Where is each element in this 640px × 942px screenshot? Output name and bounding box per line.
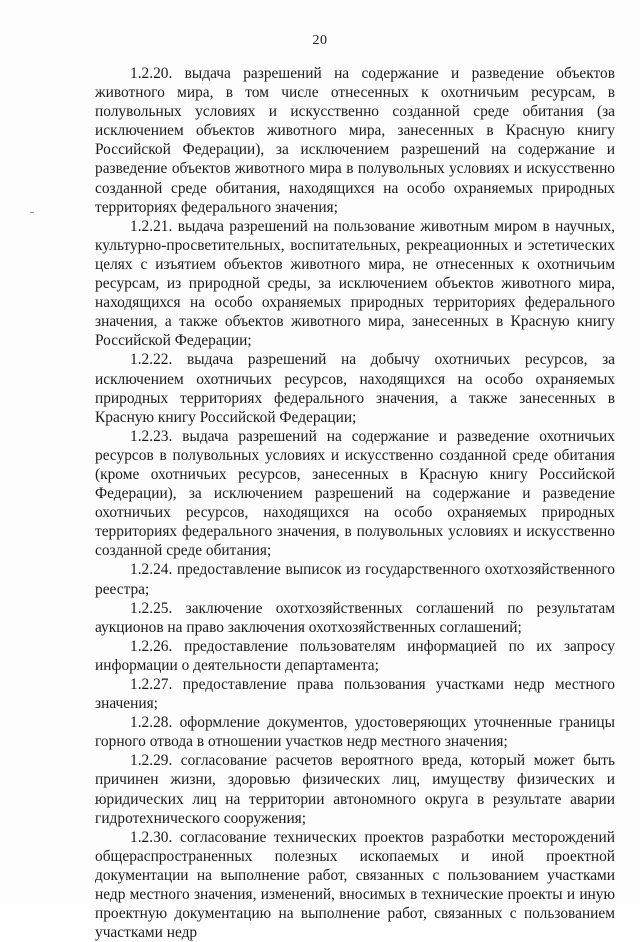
paragraph-1-2-25: 1.2.25. заключение охотхозяйственных соглашений по результатам аукционов на право заключения охотхозяйственных соглашений; — [95, 599, 615, 636]
paragraph-1-2-24: 1.2.24. предоставление выписок из государственного охотхозяйственного реестра; — [95, 561, 615, 598]
paragraph-1-2-30: 1.2.30. согласование технических проектов разработки месторождений общераспространенных полезных ископаемых и иной проектной документации на выполнение работ, связанных с пользованием участками недр местного значения, изменений, вносимых в технические проекты и иную проектную документацию на выполнение работ, связанных с пользованием участками недр — [95, 828, 615, 942]
paragraph-1-2-20: 1.2.20. выдача разрешений на содержание и разведение объектов животного мира, в том числе отнесенных к охотничьим ресурсам, в полувольных условиях и искусственно созданной среде обитания (за исключением объектов животного мира, занесенных в Красную книгу Российской Федерации), за исключением разрешений на содержание и разведение объектов животного мира в полувольных условиях и искусственно созданной среде обитания, находящихся на особо охраняемых природных территориях федерального значения; — [95, 65, 615, 216]
document-body — [95, 64, 615, 942]
paragraph-1-2-28: 1.2.28. оформление документов, удостоверяющих уточненные границы горного отвода в отношении участков недр местного значения; — [95, 714, 615, 751]
paragraph-1-2-29: 1.2.29. согласование расчетов вероятного вреда, который может быть причинен жизни, здоровью физических лиц, имуществу физических и юридических лиц на территории автономного округа в результате аварии гидротехнического сооружения; — [95, 752, 615, 827]
paragraph-1-2-21: 1.2.21. выдача разрешений на пользование животным миром в научных, культурно-просветительных, воспитательных, рекреационных и эстетических целях с изъятием объектов животного мира, не отнесенных к охотничьим ресурсам, из природной среды, за исключением объектов животного мира, находящихся на особо охраняемых природных территориях федерального значения, а также объектов животного мира, занесенных в Красную книгу Российской Федерации; — [95, 217, 615, 350]
page-number: 20 — [312, 33, 328, 48]
paragraph-1-2-26: 1.2.26. предоставление пользователям информацией по их запросу информации о деятельности департамента; — [95, 637, 615, 674]
paragraph-1-2-23: 1.2.23. выдача разрешений на содержание и разведение охотничьих ресурсов в полувольных условиях и искусственно созданной среде обитания (кроме охотничьих ресурсов, занесенных в Красную книгу Российской Федерации), за исключением разрешений на содержание и разведение охотничьих ресурсов, находящихся на особо охраняемых природных территориях федерального значения, в полувольных условиях и искусственно созданной среде обитания; — [95, 427, 615, 560]
paragraph-1-2-22: 1.2.22. выдача разрешений на добычу охотничьих ресурсов, за исключением охотничьих ресурсов, находящихся на особо охраняемых природных территориях федерального значения, а также занесенных в Красную книгу Российской Федерации; — [95, 351, 615, 426]
paragraph-1-2-27: 1.2.27. предоставление права пользования участками недр местного значения; — [95, 676, 615, 713]
margin-mark — [30, 212, 34, 213]
